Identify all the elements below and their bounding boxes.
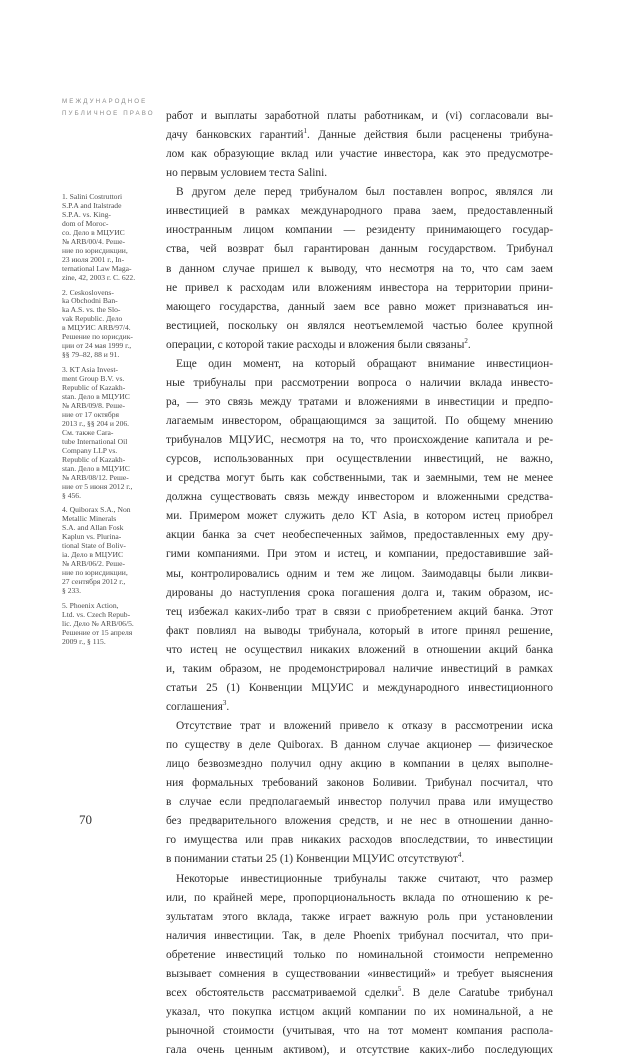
body-text: .: [467, 338, 471, 351]
body-text: ра, — это связь между тратами и вложениями в инвестиции и предпо-: [166, 395, 553, 408]
body-text-line: [166, 469, 553, 488]
body-text-line: [166, 660, 553, 679]
footnote-line: ние от 5 июня 2012 г.,: [62, 481, 133, 491]
footnote-line: Ltd. vs. Czech Repub-: [62, 609, 131, 619]
body-text-line: [166, 488, 553, 507]
body-text: не привел к расходам или вложениям инвестора на территории прини-: [166, 281, 553, 294]
body-text-line: [166, 412, 553, 431]
body-text-line: [166, 698, 553, 717]
body-text: гими компаниями. При этом и истец, и компании, предоставившие зай-: [166, 548, 553, 561]
body-text: трибуналов МЦУИС, несмотря на то, что происхождение капитала и ре-: [166, 434, 553, 447]
footnote-line: ние по юрисдикции,: [62, 568, 128, 578]
footnote-line: Republic of Kazakh-: [62, 383, 126, 393]
body-text: но первым условием теста Salini.: [166, 167, 328, 180]
body-text: и средства могут быть как собственными, так и заемными, тем не менее: [166, 472, 553, 485]
body-text-line: [166, 240, 553, 259]
body-text: ные трибуналы при рассмотрении вопроса о наличии вклада инвесто-: [166, 376, 553, 389]
body-text-line: [166, 450, 553, 469]
body-text-line: [166, 908, 553, 927]
footnotes-column: [62, 193, 154, 653]
footnote: [62, 289, 154, 361]
footnote: [62, 602, 154, 647]
body-text: наличия инвестиции. Так, в деле Phoenix трибунал посчитал, что при-: [166, 929, 553, 942]
footnote-line: § 456.: [62, 490, 81, 500]
body-text-line: [166, 202, 553, 221]
body-text-line: [166, 831, 553, 850]
footnote-line: vak Republic. Дело: [62, 314, 123, 324]
footnote-line: Metallic Minerals: [62, 514, 117, 524]
footnote-line: См. также Cara-: [62, 427, 114, 437]
body-text-line: [166, 526, 553, 545]
footnote-line: ternational Law Maga-: [62, 263, 132, 273]
body-text-line: [166, 1041, 553, 1060]
body-text-line: [166, 545, 553, 564]
footnote-line: ia. Дело в МЦУИС: [62, 550, 124, 560]
body-text-line: [166, 336, 553, 355]
footnote-ref: 2: [464, 336, 468, 345]
body-text: .: [226, 700, 230, 713]
footnote-line: zine, 42, 2003 г. С. 622.: [62, 272, 136, 282]
body-text: мы, контролировались одним и тем же лицом. Заимодавцы были ликви-: [166, 567, 553, 580]
footnote-line: S.P.A. vs. King-: [62, 209, 111, 219]
body-text: соглашения: [166, 700, 223, 713]
footnote-line: в МЦУИС ARB/97/4.: [62, 323, 131, 333]
body-text: или, по крайней мере, пропорциональность вклада по отношению к ре-: [166, 891, 553, 904]
footnote-line: Kaplun vs. Plurina-: [62, 532, 122, 542]
body-text: статьи 25 (1) Конвенции МЦУИС и международного инвестиционного: [166, 681, 553, 694]
footnote-line: № ARB/08/12. Реше-: [62, 472, 129, 482]
body-text-line: [166, 984, 553, 1003]
body-text-line: [166, 927, 553, 946]
page-number: 70: [79, 812, 92, 827]
footnote-line: № ARB/06/2. Реше-: [62, 559, 125, 569]
body-text: факт повлиял на выводы трибунала, который в итоге принял решение,: [166, 624, 553, 637]
body-text: дированы до наступления срока погашения долга и, таким образом, ис-: [166, 586, 553, 599]
body-text: инвестицией в рамках международного права заем, предоставленный: [166, 205, 553, 218]
footnote-line: 4. Quiborax S.A., Non: [62, 505, 131, 515]
footnote-line: Company LLP vs.: [62, 445, 118, 455]
body-text-line: [166, 965, 553, 984]
footnote-line: lic. Дело № ARB/06/5.: [62, 618, 134, 628]
body-text: обретение инвестиций только по номинальной стоимости непременно: [166, 948, 553, 961]
body-text-line: [166, 355, 553, 374]
body-text-line: [166, 889, 553, 908]
footnote-line: 5. Phoenix Action,: [62, 600, 119, 610]
body-text: акции банка за счет необеспеченных займов, предоставленных ему дру-: [166, 529, 553, 542]
body-text: вызывает сомнения в существовании «инвестиций» и требует выяснения: [166, 967, 553, 980]
main-text-column: [166, 107, 553, 1060]
body-text: в данном случае пришел к выводу, что несмотря на то, что сам заем: [166, 262, 553, 275]
body-text: Еще один момент, на который обращают внимание инвестицион-: [176, 357, 553, 370]
body-text: лицо безвозмездно получил одну акцию в компании в целях выполне-: [166, 758, 553, 771]
footnote: [62, 506, 154, 596]
body-text-line: [166, 221, 553, 240]
body-text-line: [166, 717, 553, 736]
body-text-line: [166, 946, 553, 965]
footnote-line: ka Obchodni Ban-: [62, 296, 118, 306]
footnote-line: S.P.A and Italstrade: [62, 200, 122, 210]
body-text-line: [166, 774, 553, 793]
body-text: без предварительного вложения средств, и не нес в отношении данно-: [166, 815, 553, 828]
body-text-line: [166, 260, 553, 279]
header-line-2: ПУБЛИЧНОЕ ПРАВО: [62, 110, 155, 117]
body-text-line: [166, 183, 553, 202]
footnote-line: 1. Salini Costruttori: [62, 192, 123, 201]
body-text: мающего государства, данный заем все равно может признаваться ин-: [166, 300, 553, 313]
body-text-line: [166, 812, 553, 831]
footnote-line: co. Дело в МЦУИС: [62, 227, 125, 237]
body-text-line: [166, 374, 553, 393]
footnote-line: stan. Дело в МЦУИС: [62, 392, 130, 402]
body-text-line: [166, 1003, 553, 1022]
footnote-line: ние по юрисдикции,: [62, 245, 128, 255]
footnote: [62, 366, 154, 500]
footnote-ref: 4: [457, 851, 462, 860]
header-line-1: МЕЖДУНАРОДНОЕ: [62, 98, 148, 105]
body-text: рыночной стоимости (учитывая, что на тот момент компания распола-: [166, 1025, 553, 1037]
body-text: В другом деле перед трибуналом был поставлен вопрос, являлся ли: [176, 186, 553, 199]
footnote-line: stan. Дело в МЦУИС: [62, 463, 130, 473]
body-text-line: [166, 107, 553, 126]
body-text: сурсов, использованных при осуществлении инвестиций, не важно,: [166, 453, 553, 466]
footnote-line: § 233.: [62, 586, 81, 596]
body-text-line: [166, 145, 553, 164]
footnote-line: dom of Moroc-: [62, 218, 109, 228]
footnote-line: ment Group B.V. vs.: [62, 374, 125, 384]
body-text: операции, с которой такие расходы и вложения были связаны: [166, 338, 465, 351]
body-text-line: [166, 755, 553, 774]
body-text: Отсутствие трат и вложений привело к отказу в рассмотрении иска: [176, 720, 553, 732]
body-text: . Данные действия были расценены трибуна-: [307, 129, 553, 142]
body-text-line: [166, 431, 553, 450]
body-text-line: [166, 850, 553, 869]
body-text: тец избежал каких-либо трат в связи с приобретением акций банка. Этот: [166, 605, 553, 618]
body-text-line: [166, 641, 553, 660]
body-text: лом как образующие вклад или участие инвестора, как это предусмотре-: [166, 148, 553, 161]
footnote-ref: 5: [397, 985, 402, 994]
body-text: вестицией, поскольку он являлся неотъемлемой частью более крупной: [166, 319, 553, 332]
body-text: Некоторые инвестиционные трибуналы также считают, что размер: [176, 872, 553, 885]
body-text-line: [166, 279, 553, 298]
body-text: работ и выплаты заработной платы работникам, и (vi) согласовали вы-: [166, 110, 553, 122]
body-text: го имущества или прав никаких расходов впоследствии, то инвестиции: [166, 834, 553, 847]
body-text: дачу банковских гарантий: [166, 129, 304, 142]
body-text-line: [166, 679, 553, 698]
footnote-line: §§ 79–82, 88 и 91.: [62, 350, 120, 360]
body-text: лагаемым инвестором, обращающимся за защитой. По общему мнению: [166, 415, 553, 427]
footnote-line: S.A. and Allan Fosk: [62, 523, 124, 533]
footnote-line: ka A.S. vs. the Slo-: [62, 305, 121, 315]
body-text: .: [461, 853, 465, 866]
footnote-line: Решение от 15 апреля: [62, 627, 133, 637]
footnote-line: 3. KT Asia Invest-: [62, 365, 118, 375]
footnote-line: tube International Oil: [62, 436, 128, 446]
footnote-ref: 3: [222, 699, 227, 708]
body-text: ми. Примером может служить дело KT Asia, в котором истец приобрел: [166, 510, 553, 523]
body-text: что истец не осуществил никаких вложений в отношении акций банка: [166, 643, 553, 656]
footnote-line: tional State of Boliv-: [62, 541, 126, 551]
body-text-line: [166, 584, 553, 603]
body-text-line: [166, 603, 553, 622]
footnote-line: Republic of Kazakh-: [62, 454, 126, 464]
body-text: всех обстоятельств рассматриваемой сделки: [166, 986, 398, 999]
footnote-line: 2013 г., §§ 204 и 206.: [62, 418, 130, 428]
body-text-line: [166, 793, 553, 812]
footnote-line: Решение по юрисдик-: [62, 332, 133, 342]
body-text-line: [166, 317, 553, 336]
body-text-line: [166, 1022, 553, 1041]
footnote-line: 23 июля 2001 г., In-: [62, 254, 125, 264]
footnote-line: 2009 г., § 115.: [62, 636, 106, 646]
body-text-line: [166, 565, 553, 584]
footnote-line: № ARB/00/4. Реше-: [62, 236, 125, 246]
body-text: по существу в деле Quiborax. В данном случае акционер — физическое: [166, 739, 553, 752]
body-text: . В деле Caratube трибунал: [401, 986, 553, 999]
body-text-line: [166, 393, 553, 412]
body-text: в понимании статьи 25 (1) Конвенции МЦУИС отсутствуют: [166, 853, 458, 866]
body-text-line: [166, 164, 553, 183]
body-text: в случае если предполагаемый инвестор получил права или имущество: [166, 796, 553, 809]
footnote-line: ние от 17 октября: [62, 409, 120, 419]
footnote-line: ции от 24 мая 1999 г.,: [62, 341, 132, 351]
body-text: ния формальных требований законов Боливии. Трибунал посчитал, что: [166, 777, 553, 790]
footnote-line: 2. Ceskoslovens-: [62, 287, 114, 297]
body-text: ства, чей возврат был гарантирован данным государством. Трибунал: [166, 243, 553, 256]
footnote-line: 27 сентября 2012 г.,: [62, 577, 126, 587]
footnote-line: № ARB/09/8. Реше-: [62, 400, 125, 410]
body-text: указал, что покупка истцом акций компании по их номинальной, а не: [166, 1005, 553, 1018]
body-text: зультатам этого вклада, также играет важную роль при установлении: [166, 910, 553, 923]
body-text-line: [166, 622, 553, 641]
body-text: должна существовать связь между инвестором и вложенными средства-: [166, 491, 553, 504]
footnote-ref: 1: [303, 127, 308, 136]
body-text-line: [166, 126, 553, 145]
body-text: и, таким образом, не продемонстрировал наличие инвестиций в рамках: [166, 662, 553, 675]
running-header: [62, 96, 155, 120]
footnote: [62, 193, 154, 283]
body-text: иностранным лицом компании — резиденту принимающего государ-: [166, 224, 553, 237]
body-text-line: [166, 298, 553, 317]
body-text: гала очень ценным активом), и отсутствие каких-либо последующих: [166, 1044, 553, 1057]
body-text-line: [166, 507, 553, 526]
body-text-line: [166, 870, 553, 889]
body-text-line: [166, 736, 553, 755]
